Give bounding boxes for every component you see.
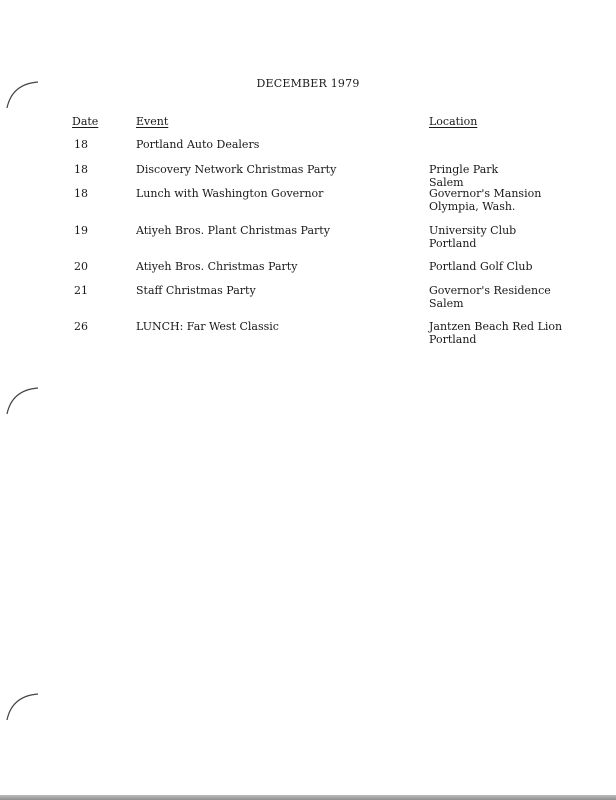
- column-header-location: Location: [429, 115, 478, 128]
- row-location: [429, 187, 541, 213]
- row-event: Portland Auto Dealers: [136, 138, 260, 151]
- location-line: Portland: [429, 237, 477, 250]
- column-header-date: Date: [72, 115, 99, 128]
- row-date: 18: [74, 187, 88, 200]
- location-line: Governor's Mansion: [429, 187, 542, 200]
- row-event: Staff Christmas Party: [136, 284, 256, 297]
- row-date: 19: [74, 224, 88, 237]
- row-location: [429, 260, 533, 273]
- location-line: Portland: [429, 333, 477, 346]
- row-location: [429, 163, 498, 189]
- page-title: DECEMBER 1979: [256, 77, 360, 90]
- row-date: 18: [74, 138, 88, 151]
- location-line: Olympia, Wash.: [429, 200, 516, 213]
- row-location: [429, 224, 516, 250]
- row-date: 21: [74, 284, 88, 297]
- row-event: Atiyeh Bros. Plant Christmas Party: [136, 224, 330, 237]
- location-line: Governor's Residence: [429, 284, 551, 297]
- row-event: LUNCH: Far West Classic: [136, 320, 279, 333]
- page-bottom-edge: [0, 795, 616, 800]
- column-header-event: Event: [136, 115, 169, 128]
- row-date: 20: [74, 260, 88, 273]
- location-line: Salem: [429, 297, 464, 310]
- row-location: [429, 320, 562, 346]
- row-date: 18: [74, 163, 88, 176]
- row-event: Discovery Network Christmas Party: [136, 163, 337, 176]
- row-location: [429, 284, 551, 310]
- location-line: University Club: [429, 224, 517, 237]
- binder-hole-mark-middle: [4, 384, 44, 424]
- location-line: Jantzen Beach Red Lion: [429, 320, 563, 333]
- location-line: Salem: [429, 176, 464, 189]
- location-line: Portland Golf Club: [429, 260, 533, 273]
- row-date: 26: [74, 320, 88, 333]
- row-event: Lunch with Washington Governor: [136, 187, 324, 200]
- location-line: Pringle Park: [429, 163, 499, 176]
- row-event: Atiyeh Bros. Christmas Party: [136, 260, 298, 273]
- binder-hole-mark-bottom: [4, 690, 44, 730]
